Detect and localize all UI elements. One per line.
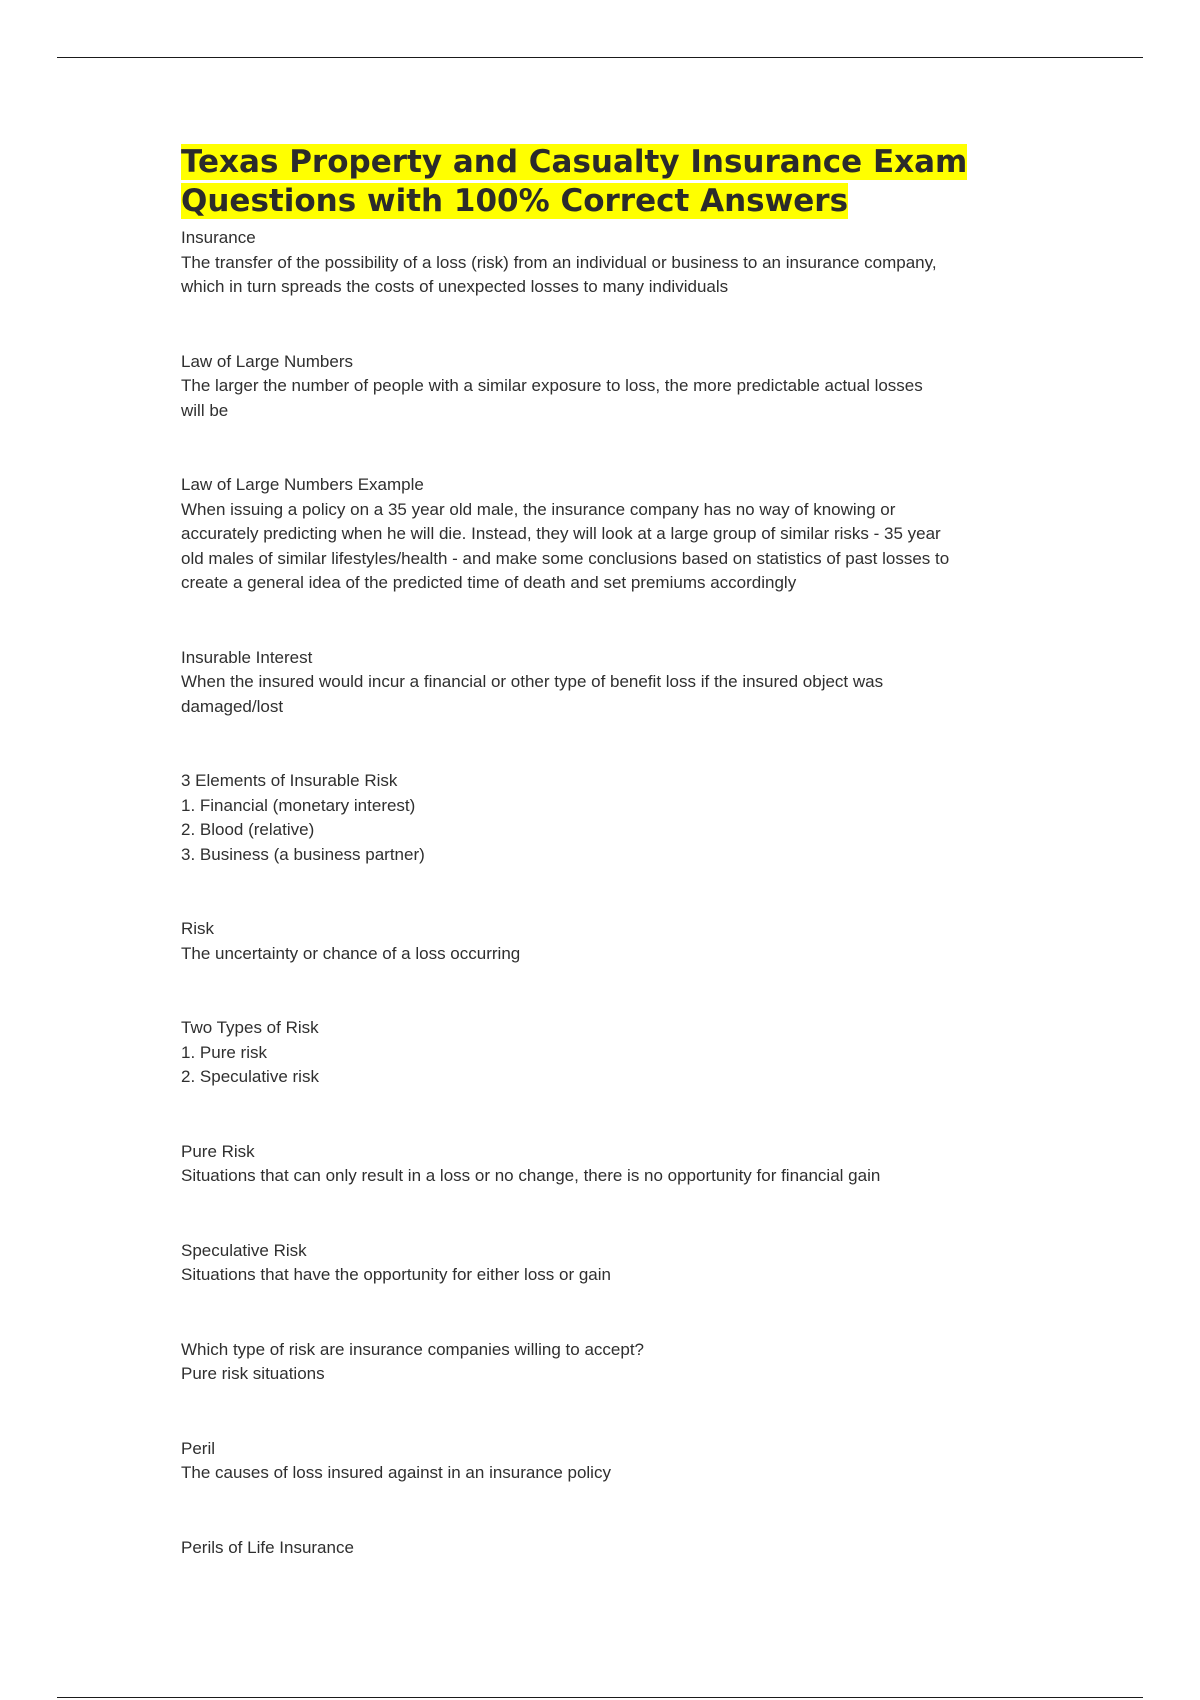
flashcard-entry [181,1140,1021,1189]
entry-term: Speculative Risk [181,1240,307,1260]
entry-definition-line: 2. Blood (relative) [181,820,315,839]
entry-term: Law of Large Numbers Example [181,475,424,494]
entry-term: Law of Large Numbers [181,351,353,371]
entry-definition-line: The causes of loss insured against in an insurance policy [181,1463,611,1482]
flashcard-entry [181,1338,1021,1387]
flashcard-entry [181,473,1021,596]
title-line-2: Questions with 100% Correct Answers [181,183,849,219]
entry-definition-line: 1. Financial (monetary interest) [181,795,416,815]
entry-term: Which type of risk are insurance companies willing to accept? [181,1339,644,1359]
flashcard-entry [181,1016,1021,1090]
entry-definition-line: accurately predicting when he will die. Instead, they will look at a large group of similar risks - 35 year [181,524,941,543]
entry-definition-line: damaged/lost [181,696,284,716]
entry-definition-line: 2. Speculative risk [181,1067,319,1086]
flashcard-entry [181,1536,1021,1561]
flashcard-entry [181,769,1021,867]
document-body [181,143,1021,1610]
entry-term: Pure Risk [181,1141,255,1161]
entry-definition-line: The uncertainty or chance of a loss occurring [181,943,521,963]
entry-definition-line: old males of similar lifestyles/health - and make some conclusions based on statistics of past losses to [181,548,950,568]
flashcard-list [181,226,1021,1560]
entry-definition-line: Situations that have the opportunity for either loss or gain [181,1265,611,1284]
document-title [181,143,1021,221]
entry-term: Insurance [181,228,256,247]
entry-term: Risk [181,919,215,938]
entry-definition-line: When issuing a policy on a 35 year old male, the insurance company has no way of knowing or [181,499,896,519]
entry-definition-line: 3. Business (a business partner) [181,844,425,864]
flashcard-entry [181,917,1021,966]
entry-definition-line: When the insured would incur a financial or other type of benefit loss if the insured object was [181,672,884,691]
entry-definition-line: Pure risk situations [181,1364,325,1383]
flashcard-entry [181,646,1021,720]
entry-term: 3 Elements of Insurable Risk [181,771,398,790]
flashcard-entry [181,226,1021,300]
flashcard-entry [181,1239,1021,1288]
entry-term: Insurable Interest [181,647,313,667]
title-line-1: Texas Property and Casualty Insurance Exam [181,144,968,180]
entry-definition-line: The larger the number of people with a similar exposure to loss, the more predictable actual losses [181,376,923,395]
bottom-rule [57,1697,1143,1698]
entry-definition-line: The transfer of the possibility of a loss (risk) from an individual or business to an insurance company, [181,252,937,272]
entry-definition-line: 1. Pure risk [181,1042,267,1062]
entry-term: Peril [181,1438,216,1458]
flashcard-entry [181,1437,1021,1486]
top-rule [57,57,1143,58]
entry-definition-line: which in turn spreads the costs of unexpected losses to many individuals [181,277,729,296]
entry-definition-line: Situations that can only result in a loss or no change, there is no opportunity for financial gain [181,1166,881,1185]
entry-term: Perils of Life Insurance [181,1537,354,1557]
entry-definition-line: will be [181,400,229,420]
entry-definition-line: create a general idea of the predicted time of death and set premiums accordingly [181,573,797,592]
entry-term: Two Types of Risk [181,1018,319,1037]
flashcard-entry [181,350,1021,424]
